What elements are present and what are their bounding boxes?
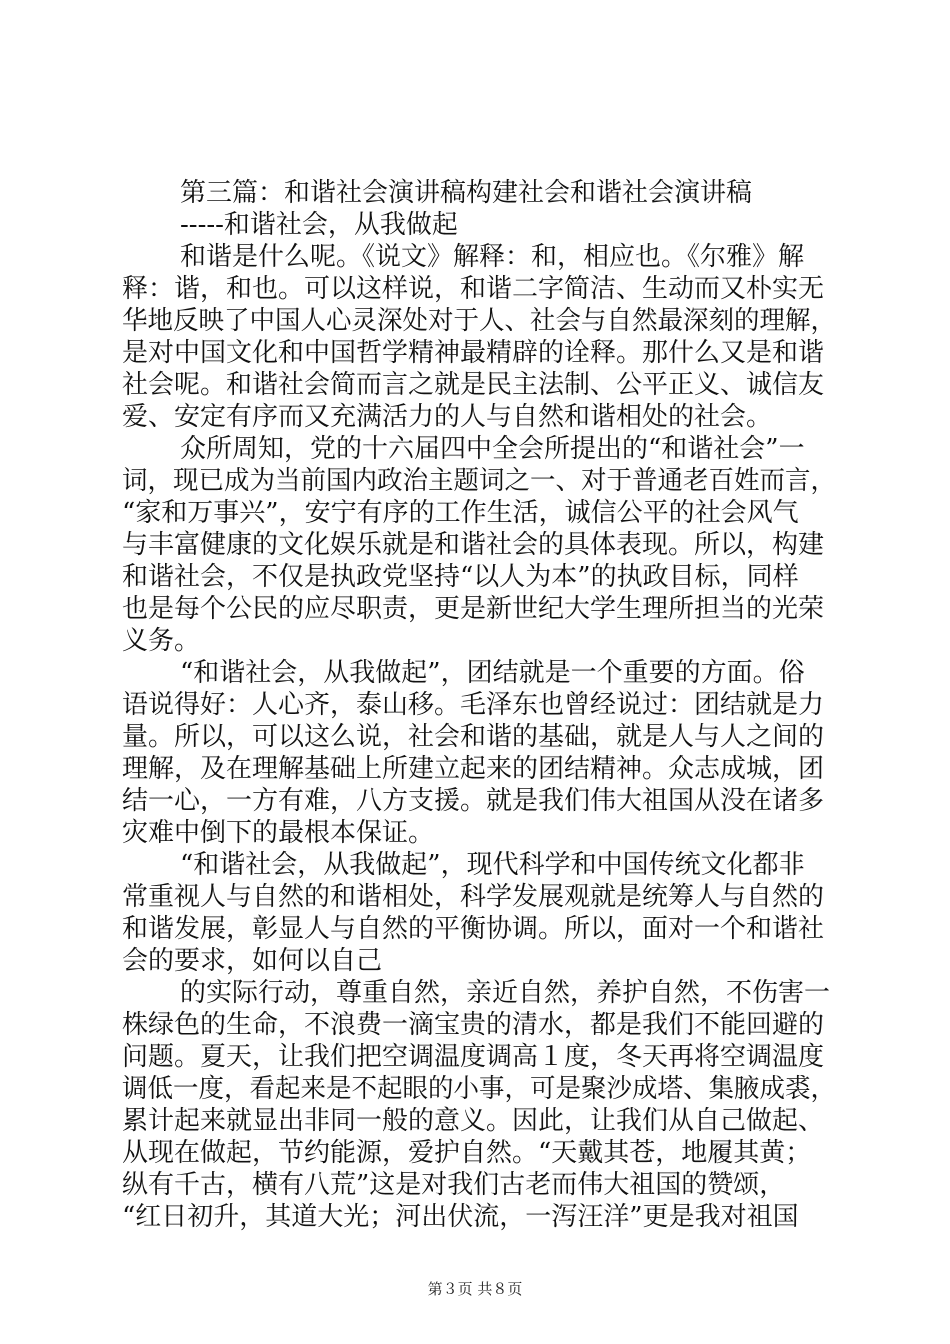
- paragraph-line: 是对中国文化和中国哲学精神最精辟的诠释。那什么又是和谐: [122, 338, 825, 368]
- document-subtitle: -----和谐社会，从我做起: [180, 210, 458, 240]
- paragraph-line: “红日初升，其道大光；河出伏流，一泻汪洋”更是我对祖国: [122, 1202, 799, 1232]
- paragraph-line: 和谐发展，彰显人与自然的平衡协调。所以，面对一个和谐社: [122, 914, 825, 944]
- paragraph-line: 理解，及在理解基础上所建立起来的团结精神。众志成城，团: [122, 754, 825, 784]
- paragraph-line: 与丰富健康的文化娱乐就是和谐社会的具体表现。所以，构建: [122, 530, 825, 560]
- paragraph-line: 爱、安定有序而又充满活力的人与自然和谐相处的社会。: [122, 402, 773, 432]
- paragraph-line: 义务。: [122, 626, 201, 656]
- paragraph-line: 从现在做起，节约能源，爱护自然。“天戴其苍，地履其黄；: [122, 1138, 812, 1168]
- paragraph-line: “家和万事兴”，安宁有序的工作生活，诚信公平的社会风气: [122, 498, 799, 528]
- paragraph-line: 众所周知，党的十六届四中全会所提出的“和谐社会”一: [180, 434, 805, 464]
- paragraph-line: 灾难中倒下的最根本保证。: [122, 818, 435, 848]
- paragraph-line: 词，现已成为当前国内政治主题词之一、对于普通老百姓而言，: [122, 466, 837, 496]
- document-title: 第三篇：和谐社会演讲稿构建社会和谐社会演讲稿: [180, 178, 753, 208]
- paragraph-line: 释：谐，和也。可以这样说，和谐二字简洁、生动而又朴实无: [122, 274, 825, 304]
- paragraph-line: 的实际行动，尊重自然，亲近自然，养护自然，不伤害一: [180, 978, 831, 1008]
- page-footer: 第３页 共８页: [427, 1280, 523, 1298]
- paragraph-line: 调低一度，看起来是不起眼的小事，可是聚沙成塔、集腋成裘，: [122, 1074, 837, 1104]
- paragraph-line: 常重视人与自然的和谐相处，科学发展观就是统筹人与自然的: [122, 882, 825, 912]
- paragraph-line: 株绿色的生命，不浪费一滴宝贵的清水，都是我们不能回避的: [122, 1010, 825, 1040]
- paragraph-line: 问题。夏天，让我们把空调温度调高１度，冬天再将空调温度: [122, 1042, 825, 1072]
- paragraph-line: 纵有千古，横有八荒”这是对我们古老而伟大祖国的赞颂，: [122, 1170, 786, 1200]
- paragraph-line: 量。所以，可以这么说，社会和谐的基础，就是人与人之间的: [122, 722, 825, 752]
- paragraph-line: 也是每个公民的应尽职责，更是新世纪大学生理所担当的光荣: [122, 594, 825, 624]
- paragraph-line: “和谐社会，从我做起”，现代科学和中国传统文化都非: [180, 850, 805, 880]
- paragraph-line: 和谐社会，不仅是执政党坚持“以人为本”的执政目标，同样: [122, 562, 799, 592]
- paragraph-line: 累计起来就显出非同一般的意义。因此，让我们从自己做起、: [122, 1106, 825, 1136]
- paragraph-line: 华地反映了中国人心灵深处对于人、社会与自然最深刻的理解，: [122, 306, 837, 336]
- paragraph-line: 和谐是什么呢。《说文》解释：和，相应也。《尔雅》解: [180, 242, 805, 272]
- paragraph-line: 社会呢。和谐社会简而言之就是民主法制、公平正义、诚信友: [122, 370, 825, 400]
- paragraph-line: “和谐社会，从我做起”，团结就是一个重要的方面。俗: [180, 658, 805, 688]
- paragraph-line: 结一心，一方有难，八方支援。就是我们伟大祖国从没在诸多: [122, 786, 825, 816]
- paragraph-line: 会的要求，如何以自己: [122, 946, 383, 976]
- paragraph-line: 语说得好：人心齐，泰山移。毛泽东也曾经说过：团结就是力: [122, 690, 825, 720]
